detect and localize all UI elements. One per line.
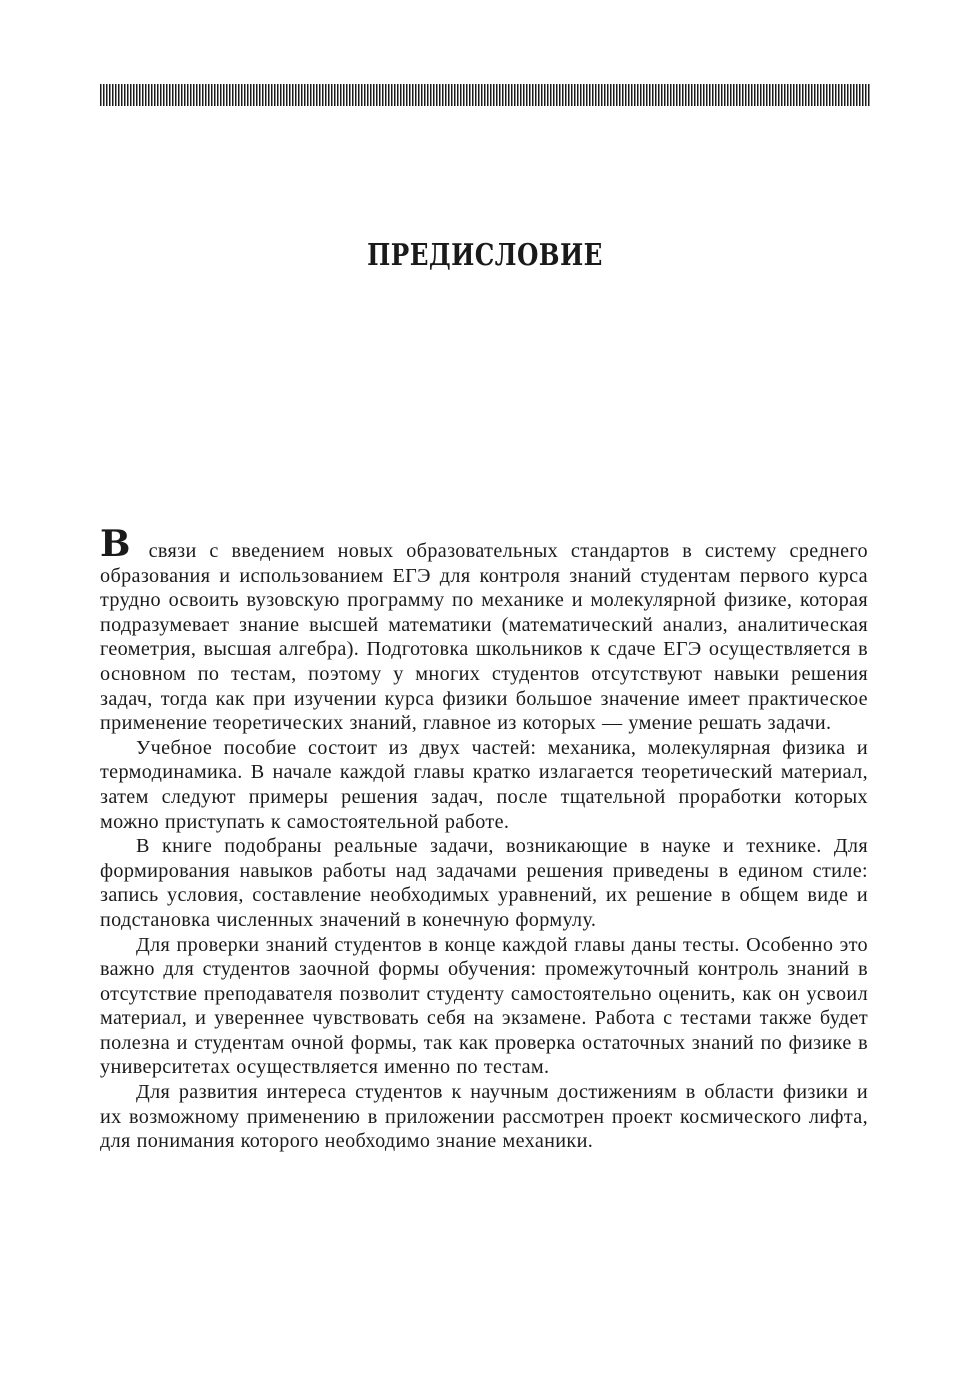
paragraph-1 [100, 523, 868, 736]
paragraph-5: Для развития интереса студентов к научным достижениям в области физики и их возможному применению в приложении рассмотрен проект космического лифта, для понимания которого необходимо знание механики. [100, 1081, 868, 1153]
paragraph-1-text: связи с введением новых образовательных стандартов в систему среднего образования и использованием ЕГЭ для контроля знаний студентам первого курса трудно освоить вузовскую программу по механике и молекулярной физике, которая подразумевает знание высшей математики (математический анализ, аналитическая геометрия, высшая алгебра). Подготовка школьников к сдаче ЕГЭ осуществляется в основном по тестам, поэтому у многих студентов отсутствуют навыки решения задач, тогда как при изучении курса физики большое значение имеет практическое применение теоретических знаний, главное из которых — умение решать задачи. [100, 540, 868, 735]
paragraph-3: В книге подобраны реальные задачи, возникающие в науке и технике. Для формирования навыков работы над задачами решения приведены в едином стиле: запись условия, составление необходимых уравнений, их решение в общем виде и подстановка численных значений в конечную формулу. [100, 835, 868, 931]
preface-body [100, 523, 868, 1154]
page-title: ПРЕДИСЛОВИЕ [367, 238, 603, 273]
drop-cap: В [100, 523, 131, 565]
paragraph-4: Для проверки знаний студентов в конце каждой главы даны тесты. Особенно это важно для студентов заочной формы обучения: промежуточный контроль знаний в отсутствие преподавателя позволит студенту самостоятельно оценить, как он усвоил материал, и увереннее чувствовать себя на экзамене. Работа с тестами также будет полезна и студентам очной формы, так как проверка остаточных знаний по физике в университетах осуществляется именно по тестам. [100, 933, 868, 1079]
paragraph-2: Учебное пособие состоит из двух частей: механика, молекулярная физика и термодинамика. В начале каждой главы кратко излагается теоретический материал, затем следуют примеры решения задач, после тщательной проработки которых можно приступать к самостоятельной работе. [100, 736, 868, 833]
header-decorative-rule [100, 84, 870, 106]
